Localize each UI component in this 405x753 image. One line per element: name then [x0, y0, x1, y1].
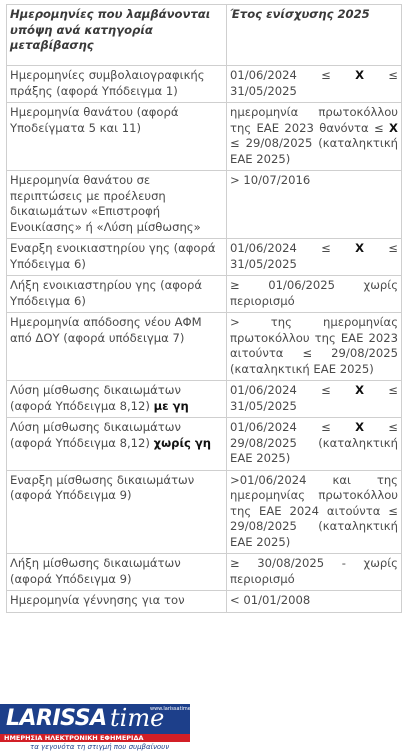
- variable-x: Χ: [355, 241, 365, 255]
- table-row: [7, 171, 402, 239]
- logo-main-bar: [0, 704, 198, 734]
- row-label: Ημερομηνίες συμβολαιογραφικής πράξης (αφορά Υπόδειγμα 1): [7, 66, 227, 103]
- transfer-dates-table: [6, 4, 402, 613]
- logo-site-url: www.larissatime.gr: [150, 706, 198, 712]
- table-row: [7, 276, 402, 313]
- row-label: Λήξη ενοικιαστηρίου γης (αφορά Υπόδειγμα 6): [7, 276, 227, 313]
- table-row: [7, 418, 402, 471]
- logo-block: [0, 704, 198, 753]
- table-row: [7, 239, 402, 276]
- row-label: Ημερομηνία θανάτου (αφορά Υποδείγματα 5 και 11): [7, 103, 227, 171]
- variable-x: Χ: [355, 383, 365, 397]
- variable-x: Χ: [389, 120, 398, 135]
- row-condition: >01/06/2024 και της ημερομηνίας πρωτοκόλλου της ΕΑΕ 2024 αιτούντα ≤ 29/08/2025 (καταληκτική ΕΑΕ 2025): [227, 470, 402, 554]
- table-row: [7, 103, 402, 171]
- table-row: [7, 66, 402, 103]
- row-label: Λύση μίσθωσης δικαιωμάτων (αφορά Υπόδειγμα 8,12) χωρίς γη: [7, 418, 227, 471]
- row-label: Ημερομηνία θανάτου σε περιπτώσεις με προέλευση δικαιωμάτων «Επιστροφή Ενοικίασης» ή «Λύση μίσθωσης»: [7, 171, 227, 239]
- header-aid-year: Έτος ενίσχυσης 2025: [227, 5, 402, 66]
- table-header-row: [7, 5, 402, 66]
- row-condition: > 10/07/2016: [227, 171, 402, 239]
- label-emphasis: χωρίς γη: [153, 435, 212, 450]
- variable-x: Χ: [355, 68, 365, 82]
- logo-tagline: ΗΜΕΡΗΣΙΑ ΗΛΕΚΤΡΟΝΙΚΗ ΕΦΗΜΕΡΙΔΑ: [4, 734, 144, 742]
- row-condition: 01/06/2024 ≤ Χ ≤ 31/05/2025: [227, 66, 402, 103]
- row-condition: < 01/01/2008: [227, 591, 402, 613]
- logo-time-text: time: [110, 704, 165, 732]
- row-condition: ≥ 30/08/2025 - χωρίς περιορισμό: [227, 554, 402, 591]
- table-row: [7, 381, 402, 418]
- table-row: [7, 554, 402, 591]
- table-row: [7, 313, 402, 381]
- row-condition: ≥ 01/06/2025 χωρίς περιορισμό: [227, 276, 402, 313]
- row-label: Εναρξη μίσθωσης δικαιωμάτων (αφορά Υπόδειγμα 9): [7, 470, 227, 554]
- row-label: Ημερομηνία απόδοσης νέου ΑΦΜ από ΔΟΥ (αφορά υπόδειγμα 7): [7, 313, 227, 381]
- row-condition: 01/06/2024 ≤ Χ ≤ 31/05/2025: [227, 381, 402, 418]
- logo-subtitle: τα γεγονότα τη στιγμή που συμβαίνουν: [30, 743, 170, 751]
- row-condition: 01/06/2024 ≤ Χ ≤ 31/05/2025: [227, 239, 402, 276]
- label-emphasis: με γη: [153, 398, 189, 413]
- row-label: Λήξη μίσθωσης δικαιωμάτων (αφορά Υπόδειγμα 9): [7, 554, 227, 591]
- row-condition: 01/06/2024 ≤ Χ ≤ 29/08/2025 (καταληκτική ΕΑΕ 2025): [227, 418, 402, 471]
- header-dates-category: Ημερομηνίες που λαμβάνονται υπόψη ανά κατηγορία μεταβίβασης: [7, 5, 227, 66]
- larissatime-logo[interactable]: [0, 704, 405, 753]
- row-label: Εναρξη ενοικιαστηρίου γης (αφορά Υπόδειγμα 6): [7, 239, 227, 276]
- logo-larissa-text: LARISSA: [6, 706, 107, 731]
- row-condition: > της ημερομηνίας πρωτοκόλλου της ΕΑΕ 2023 αιτούντα ≤ 29/08/2025 (καταληκτική ΕΑΕ 2025): [227, 313, 402, 381]
- row-label: Ημερομηνία γέννησης για τον: [7, 591, 227, 613]
- variable-x: Χ: [355, 420, 365, 434]
- row-label: Λύση μίσθωσης δικαιωμάτων (αφορά Υπόδειγμα 8,12) με γη: [7, 381, 227, 418]
- table-row: [7, 591, 402, 613]
- table-row: [7, 470, 402, 554]
- row-condition: ημερομηνία πρωτοκόλλου της ΕΑΕ 2023 θανόντα ≤ Χ ≤ 29/08/2025 (καταληκτική ΕΑΕ 2025): [227, 103, 402, 171]
